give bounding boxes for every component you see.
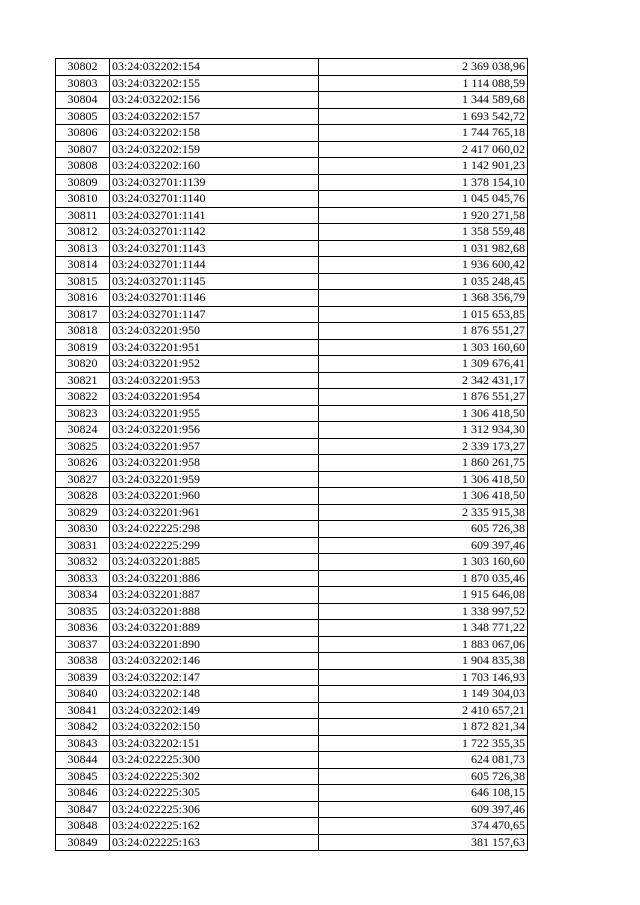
row-number-cell: 30826 (56, 455, 110, 472)
cadastral-number-cell: 03:24:032202:160 (110, 158, 319, 175)
cadastral-value-cell: 2 410 657,21 (319, 702, 528, 719)
cadastral-value-cell: 1 045 045,76 (319, 191, 528, 208)
table-row (56, 719, 528, 736)
cadastral-number-cell: 03:24:032201:959 (110, 471, 319, 488)
row-number-cell: 30828 (56, 488, 110, 505)
row-number-cell: 30817 (56, 306, 110, 323)
row-number-cell: 30848 (56, 818, 110, 835)
cadastral-value-cell: 1 338 997,52 (319, 603, 528, 620)
cadastral-value-cell: 1 303 160,60 (319, 339, 528, 356)
cadastral-value-cell: 1 142 901,23 (319, 158, 528, 175)
cadastral-value-cell: 1 883 067,06 (319, 636, 528, 653)
cadastral-value-cell: 1 378 154,10 (319, 174, 528, 191)
row-number-cell: 30823 (56, 405, 110, 422)
cadastral-number-cell: 03:24:022225:305 (110, 785, 319, 802)
table-row (56, 636, 528, 653)
cadastral-value-cell: 1 936 600,42 (319, 257, 528, 274)
table-row (56, 768, 528, 785)
row-number-cell: 30805 (56, 108, 110, 125)
row-number-cell: 30824 (56, 422, 110, 439)
table-row (56, 158, 528, 175)
table-row (56, 75, 528, 92)
cadastral-value-cell: 1 368 356,79 (319, 290, 528, 307)
table-row (56, 125, 528, 142)
row-number-cell: 30849 (56, 834, 110, 851)
cadastral-value-cell: 1 872 821,34 (319, 719, 528, 736)
cadastral-value-cell: 1 920 271,58 (319, 207, 528, 224)
cadastral-value-cell: 1 358 559,48 (319, 224, 528, 241)
table-row (56, 141, 528, 158)
cadastral-number-cell: 03:24:032201:954 (110, 389, 319, 406)
cadastral-value-cell: 646 108,15 (319, 785, 528, 802)
cadastral-number-cell: 03:24:032201:952 (110, 356, 319, 373)
cadastral-number-cell: 03:24:022225:298 (110, 521, 319, 538)
table-body (56, 59, 528, 851)
cadastral-value-cell: 605 726,38 (319, 521, 528, 538)
cadastral-number-cell: 03:24:032201:889 (110, 620, 319, 637)
cadastral-number-cell: 03:24:032202:157 (110, 108, 319, 125)
cadastral-value-cell: 1 344 589,68 (319, 92, 528, 109)
row-number-cell: 30819 (56, 339, 110, 356)
cadastral-value-cell: 1 306 418,50 (319, 471, 528, 488)
table-row (56, 702, 528, 719)
cadastral-value-cell: 1 904 835,38 (319, 653, 528, 670)
cadastral-number-cell: 03:24:032201:955 (110, 405, 319, 422)
cadastral-number-cell: 03:24:022225:302 (110, 768, 319, 785)
cadastral-value-cell: 605 726,38 (319, 768, 528, 785)
cadastral-value-cell: 1 722 355,35 (319, 735, 528, 752)
table-row (56, 174, 528, 191)
table-row (56, 785, 528, 802)
cadastral-number-cell: 03:24:032701:1140 (110, 191, 319, 208)
table-row (56, 537, 528, 554)
cadastral-value-cell: 1 703 146,93 (319, 669, 528, 686)
cadastral-number-cell: 03:24:032201:888 (110, 603, 319, 620)
cadastral-number-cell: 03:24:032202:146 (110, 653, 319, 670)
cadastral-number-cell: 03:24:032701:1142 (110, 224, 319, 241)
cadastral-value-cell: 381 157,63 (319, 834, 528, 851)
cadastral-number-cell: 03:24:032202:151 (110, 735, 319, 752)
cadastral-value-cell: 374 470,65 (319, 818, 528, 835)
cadastral-number-cell: 03:24:032201:958 (110, 455, 319, 472)
cadastral-number-cell: 03:24:032201:960 (110, 488, 319, 505)
table-row (56, 735, 528, 752)
row-number-cell: 30821 (56, 372, 110, 389)
table-row (56, 834, 528, 851)
row-number-cell: 30842 (56, 719, 110, 736)
cadastral-number-cell: 03:24:032201:950 (110, 323, 319, 340)
cadastral-value-cell: 1 312 934,30 (319, 422, 528, 439)
table-row (56, 554, 528, 571)
table-row (56, 422, 528, 439)
row-number-cell: 30835 (56, 603, 110, 620)
cadastral-number-cell: 03:24:032201:887 (110, 587, 319, 604)
cadastral-number-cell: 03:24:032201:961 (110, 504, 319, 521)
row-number-cell: 30827 (56, 471, 110, 488)
table-row (56, 405, 528, 422)
cadastral-value-cell: 1 876 551,27 (319, 323, 528, 340)
cadastral-number-cell: 03:24:032201:885 (110, 554, 319, 571)
cadastral-number-cell: 03:24:022225:299 (110, 537, 319, 554)
cadastral-number-cell: 03:24:032202:159 (110, 141, 319, 158)
row-number-cell: 30815 (56, 273, 110, 290)
table-row (56, 356, 528, 373)
cadastral-number-cell: 03:24:032201:951 (110, 339, 319, 356)
table-row (56, 653, 528, 670)
cadastral-number-cell: 03:24:032701:1143 (110, 240, 319, 257)
row-number-cell: 30812 (56, 224, 110, 241)
cadastral-value-cell: 609 397,46 (319, 801, 528, 818)
table-row (56, 620, 528, 637)
cadastral-number-cell: 03:24:032202:148 (110, 686, 319, 703)
table-row (56, 818, 528, 835)
cadastral-number-cell: 03:24:032202:150 (110, 719, 319, 736)
cadastral-number-cell: 03:24:032701:1141 (110, 207, 319, 224)
table-row (56, 488, 528, 505)
table-row (56, 471, 528, 488)
cadastral-value-cell: 1 693 542,72 (319, 108, 528, 125)
cadastral-value-cell: 1 915 646,08 (319, 587, 528, 604)
row-number-cell: 30829 (56, 504, 110, 521)
table-row (56, 521, 528, 538)
row-number-cell: 30804 (56, 92, 110, 109)
row-number-cell: 30806 (56, 125, 110, 142)
cadastral-number-cell: 03:24:032701:1146 (110, 290, 319, 307)
cadastral-number-cell: 03:24:032201:886 (110, 570, 319, 587)
cadastral-number-cell: 03:24:032701:1145 (110, 273, 319, 290)
cadastral-number-cell: 03:24:032201:953 (110, 372, 319, 389)
table-row (56, 323, 528, 340)
row-number-cell: 30808 (56, 158, 110, 175)
row-number-cell: 30802 (56, 59, 110, 76)
cadastral-number-cell: 03:24:022225:300 (110, 752, 319, 769)
table-row (56, 603, 528, 620)
cadastral-number-cell: 03:24:022225:162 (110, 818, 319, 835)
cadastral-value-cell: 2 342 431,17 (319, 372, 528, 389)
table-row (56, 686, 528, 703)
cadastral-value-cell: 1 015 653,85 (319, 306, 528, 323)
row-number-cell: 30843 (56, 735, 110, 752)
cadastral-value-cell: 1 114 088,59 (319, 75, 528, 92)
cadastral-number-cell: 03:24:032202:154 (110, 59, 319, 76)
cadastral-value-cell: 2 339 173,27 (319, 438, 528, 455)
table-row (56, 108, 528, 125)
cadastral-number-cell: 03:24:032202:155 (110, 75, 319, 92)
cadastral-number-cell: 03:24:032701:1139 (110, 174, 319, 191)
row-number-cell: 30831 (56, 537, 110, 554)
table-row (56, 504, 528, 521)
cadastral-number-cell: 03:24:032701:1147 (110, 306, 319, 323)
row-number-cell: 30834 (56, 587, 110, 604)
row-number-cell: 30822 (56, 389, 110, 406)
table-row (56, 339, 528, 356)
cadastral-number-cell: 03:24:032202:156 (110, 92, 319, 109)
cadastral-value-table (55, 58, 528, 851)
table-row (56, 306, 528, 323)
table-row (56, 438, 528, 455)
table-row (56, 92, 528, 109)
row-number-cell: 30840 (56, 686, 110, 703)
table-row (56, 290, 528, 307)
table-row (56, 207, 528, 224)
table-row (56, 587, 528, 604)
table-row (56, 455, 528, 472)
cadastral-value-cell: 1 149 304,03 (319, 686, 528, 703)
row-number-cell: 30807 (56, 141, 110, 158)
row-number-cell: 30820 (56, 356, 110, 373)
cadastral-number-cell: 03:24:022225:306 (110, 801, 319, 818)
table-row (56, 372, 528, 389)
row-number-cell: 30813 (56, 240, 110, 257)
table-row (56, 59, 528, 76)
cadastral-value-cell: 2 369 038,96 (319, 59, 528, 76)
row-number-cell: 30811 (56, 207, 110, 224)
row-number-cell: 30825 (56, 438, 110, 455)
row-number-cell: 30818 (56, 323, 110, 340)
cadastral-value-cell: 1 744 765,18 (319, 125, 528, 142)
row-number-cell: 30841 (56, 702, 110, 719)
table-row (56, 257, 528, 274)
cadastral-number-cell: 03:24:032202:149 (110, 702, 319, 719)
table-row (56, 224, 528, 241)
table-row (56, 801, 528, 818)
row-number-cell: 30833 (56, 570, 110, 587)
row-number-cell: 30830 (56, 521, 110, 538)
cadastral-value-cell: 1 860 261,75 (319, 455, 528, 472)
cadastral-value-cell: 624 081,73 (319, 752, 528, 769)
row-number-cell: 30836 (56, 620, 110, 637)
row-number-cell: 30803 (56, 75, 110, 92)
row-number-cell: 30810 (56, 191, 110, 208)
cadastral-number-cell: 03:24:032201:956 (110, 422, 319, 439)
row-number-cell: 30839 (56, 669, 110, 686)
cadastral-value-cell: 1 876 551,27 (319, 389, 528, 406)
cadastral-number-cell: 03:24:032201:890 (110, 636, 319, 653)
cadastral-value-cell: 1 306 418,50 (319, 488, 528, 505)
row-number-cell: 30809 (56, 174, 110, 191)
cadastral-number-cell: 03:24:032202:147 (110, 669, 319, 686)
row-number-cell: 30845 (56, 768, 110, 785)
row-number-cell: 30816 (56, 290, 110, 307)
table-row (56, 273, 528, 290)
cadastral-value-cell: 1 306 418,50 (319, 405, 528, 422)
cadastral-value-cell: 1 870 035,46 (319, 570, 528, 587)
row-number-cell: 30846 (56, 785, 110, 802)
cadastral-value-cell: 2 417 060,02 (319, 141, 528, 158)
row-number-cell: 30837 (56, 636, 110, 653)
cadastral-number-cell: 03:24:032202:158 (110, 125, 319, 142)
row-number-cell: 30844 (56, 752, 110, 769)
row-number-cell: 30847 (56, 801, 110, 818)
row-number-cell: 30814 (56, 257, 110, 274)
cadastral-value-cell: 609 397,46 (319, 537, 528, 554)
row-number-cell: 30832 (56, 554, 110, 571)
table-row (56, 669, 528, 686)
table-row (56, 752, 528, 769)
table-row (56, 240, 528, 257)
cadastral-value-cell: 1 348 771,22 (319, 620, 528, 637)
table-row (56, 389, 528, 406)
cadastral-value-cell: 1 303 160,60 (319, 554, 528, 571)
cadastral-number-cell: 03:24:022225:163 (110, 834, 319, 851)
row-number-cell: 30838 (56, 653, 110, 670)
cadastral-value-cell: 1 031 982,68 (319, 240, 528, 257)
cadastral-value-cell: 2 335 915,38 (319, 504, 528, 521)
cadastral-value-cell: 1 035 248,45 (319, 273, 528, 290)
table-row (56, 191, 528, 208)
cadastral-number-cell: 03:24:032201:957 (110, 438, 319, 455)
cadastral-number-cell: 03:24:032701:1144 (110, 257, 319, 274)
table-row (56, 570, 528, 587)
cadastral-value-cell: 1 309 676,41 (319, 356, 528, 373)
